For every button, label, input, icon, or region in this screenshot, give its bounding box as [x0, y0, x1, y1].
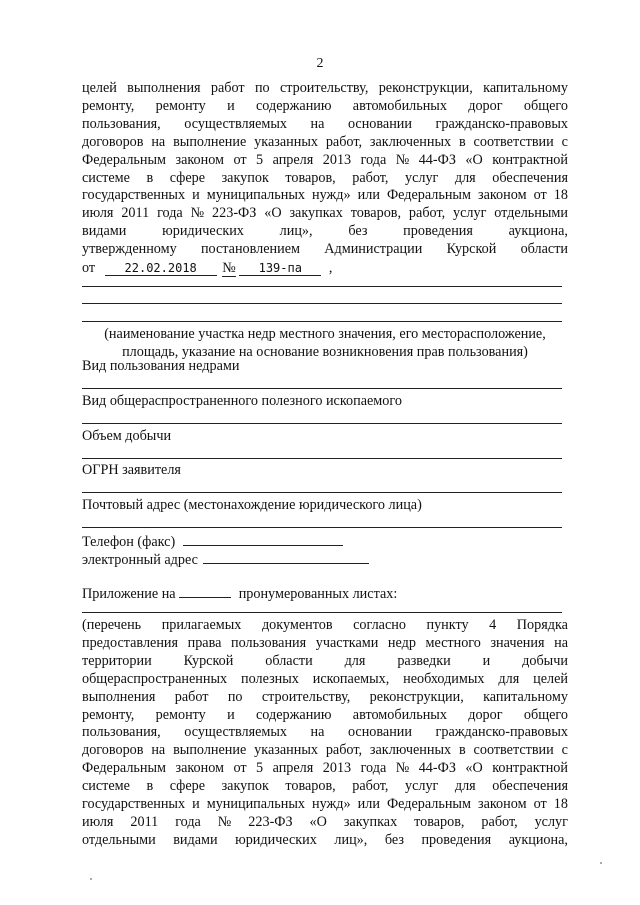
order-from-label: от — [82, 260, 96, 276]
order-number-label: № — [222, 260, 236, 276]
word: области — [520, 241, 568, 258]
extraction-volume-line[interactable] — [82, 458, 562, 459]
word: нужд» — [311, 187, 351, 204]
word: разведки — [397, 652, 451, 669]
word: значения — [490, 634, 545, 651]
order-line — [82, 260, 332, 277]
attachment-suffix: пронумерованных листах: — [238, 586, 398, 602]
attachment-row — [82, 584, 397, 603]
word: работ, — [325, 133, 363, 150]
word: в — [458, 133, 466, 150]
attachment-line[interactable] — [82, 612, 562, 613]
word: целей — [533, 670, 568, 687]
word: 2013 — [322, 151, 352, 168]
word: для — [454, 169, 476, 186]
word: строительству, — [279, 80, 369, 96]
word: аукциона, — [508, 223, 568, 240]
word: без — [384, 831, 404, 848]
word: реконструкции, — [378, 80, 473, 96]
paragraph-line — [82, 98, 568, 116]
word: года — [157, 205, 183, 222]
word: обеспечения — [492, 778, 568, 795]
scan-speck — [600, 862, 602, 864]
word: «О — [465, 760, 483, 777]
word: выполнение — [173, 742, 247, 759]
word: аукциона, — [508, 831, 568, 848]
email-row — [82, 550, 369, 569]
word: обеспечения — [492, 169, 568, 186]
word: № — [190, 205, 205, 222]
word: общего — [523, 97, 568, 114]
word: 2011 — [130, 813, 159, 830]
word: постановлением — [200, 241, 300, 258]
word: ремонту, — [82, 706, 135, 723]
word: содержанию — [256, 706, 332, 723]
word: для — [344, 652, 366, 669]
word: основании — [347, 115, 412, 132]
word: содержанию — [256, 97, 332, 114]
word: товаров, — [414, 813, 465, 830]
word: отдельными — [82, 831, 156, 848]
attachment-prefix: Приложение на — [82, 586, 176, 602]
word: дорог — [468, 706, 503, 723]
word: законом — [477, 796, 527, 813]
word: работ, — [481, 813, 518, 830]
word: автомобильных — [352, 706, 447, 723]
word: или — [357, 187, 380, 204]
paragraph-line — [82, 134, 568, 152]
word: пользования — [230, 634, 307, 651]
word: выполнения — [127, 80, 201, 96]
word: области — [265, 652, 313, 669]
paragraph-line — [82, 671, 568, 689]
word: 18 — [553, 187, 568, 204]
word: 2011 — [121, 205, 150, 222]
scan-speck — [90, 878, 92, 880]
word: закупок — [221, 169, 269, 186]
word: в — [146, 169, 154, 186]
word: договоров — [82, 133, 144, 150]
word: Федеральным — [82, 151, 167, 168]
email-label: электронный адрес — [82, 552, 198, 568]
word: работ, — [352, 169, 389, 186]
word: апреля — [272, 760, 314, 777]
word: документов — [261, 617, 333, 633]
word: работ, — [352, 778, 389, 795]
word: муниципальных — [206, 796, 305, 813]
page-number: 2 — [316, 56, 324, 71]
word: в — [458, 742, 466, 759]
word: с — [561, 742, 568, 759]
paragraph-line — [82, 241, 568, 259]
word: осуществляемых — [184, 115, 288, 132]
word: закупках — [343, 813, 398, 830]
word: Курской — [183, 652, 234, 669]
word: недр — [387, 634, 416, 651]
ogrn-label: ОГРН заявителя — [82, 462, 181, 478]
word: дорог — [468, 97, 503, 114]
top-paragraph — [82, 80, 568, 259]
word: закупках — [289, 205, 343, 222]
word: общераспространенных — [82, 670, 228, 687]
word: и — [482, 652, 491, 669]
word: лиц», — [334, 831, 368, 848]
word: нужд» — [311, 796, 351, 813]
order-number: 139-па — [239, 261, 321, 276]
word: товаров, — [285, 778, 336, 795]
word: 5 — [256, 760, 264, 777]
paragraph-line — [82, 796, 568, 814]
paragraph-line — [82, 152, 568, 170]
caption-line-2: площадь, указание на основание возникновения прав пользования) — [122, 344, 528, 360]
blank-line-2[interactable] — [82, 303, 562, 304]
word: работ, — [325, 742, 363, 759]
word: государственных — [82, 187, 186, 204]
paragraph-line — [82, 742, 568, 760]
word: права — [187, 634, 222, 651]
mineral-type-label: Вид общераспространенного полезного ископаемого — [82, 393, 402, 409]
word: сфере — [169, 169, 206, 186]
order-comma: , — [328, 260, 333, 276]
word: юридических — [235, 831, 317, 848]
word: ремонту, — [82, 97, 135, 114]
word: от — [533, 796, 547, 813]
word: 223-ФЗ — [212, 205, 257, 222]
word: заключенных — [369, 133, 452, 150]
word: сфере — [169, 778, 206, 795]
word: заключенных — [369, 742, 452, 759]
word: контрактной — [492, 151, 568, 168]
word: указанных — [254, 133, 318, 150]
word: для — [454, 778, 476, 795]
blank-line-1[interactable] — [82, 286, 562, 287]
postal-address-label: Почтовый адрес (местонахождение юридического лица) — [82, 497, 422, 513]
word: юридических — [162, 223, 244, 240]
word: ископаемых, — [312, 670, 390, 687]
word: товаров, — [350, 205, 402, 222]
blank-line-3[interactable] — [82, 321, 562, 322]
word: строительству, — [261, 688, 351, 705]
word: на — [554, 634, 568, 651]
word: для — [498, 670, 520, 687]
word: по — [254, 80, 270, 96]
word: ремонту — [155, 97, 206, 114]
word: указанных — [254, 742, 318, 759]
word: пункту — [426, 617, 469, 633]
word: апреля — [272, 151, 314, 168]
word: основании — [347, 724, 412, 741]
word: видами — [173, 831, 218, 848]
word: капитальному — [483, 80, 568, 96]
word: года — [360, 151, 387, 168]
word: года — [175, 813, 201, 830]
word: без — [348, 223, 368, 240]
word: проведения — [421, 831, 492, 848]
paragraph-line — [82, 814, 568, 832]
word: услуг — [534, 813, 568, 830]
word: товаров, — [285, 169, 336, 186]
word: гражданско-правовых — [435, 115, 568, 132]
word: лиц», — [279, 223, 313, 240]
word: с — [561, 133, 568, 150]
word: июля — [82, 205, 114, 222]
word: работ, — [408, 205, 446, 222]
paragraph-line — [82, 170, 568, 188]
ogrn-line[interactable] — [82, 492, 562, 493]
word: закупок — [221, 778, 269, 795]
word: системе — [82, 169, 130, 186]
phone-fax-field[interactable] — [183, 532, 343, 546]
word: контрактной — [492, 760, 568, 777]
word: или — [357, 796, 380, 813]
word: июля — [82, 813, 114, 830]
word: «О — [465, 151, 483, 168]
word: работ — [174, 688, 209, 705]
phone-fax-row — [82, 532, 343, 551]
word: полезных — [241, 670, 299, 687]
word: законом — [175, 151, 225, 168]
paragraph-line — [82, 205, 568, 223]
word: отдельными — [494, 205, 568, 222]
word: осуществляемых — [184, 724, 288, 741]
word: и — [192, 187, 200, 204]
word: № — [395, 151, 410, 168]
word: «О — [264, 205, 282, 222]
word: от — [233, 151, 247, 168]
word: соответствии — [473, 133, 554, 150]
word: Федеральным — [386, 187, 471, 204]
word: Порядка — [516, 617, 568, 633]
word: Федеральным — [82, 760, 167, 777]
word: территории — [82, 652, 152, 669]
word: и — [227, 97, 235, 114]
word: 18 — [553, 796, 568, 813]
attachment-sheets-field[interactable] — [179, 584, 231, 598]
word: местного — [425, 634, 481, 651]
word: законом — [477, 187, 527, 204]
word: необходимых — [403, 670, 485, 687]
word: добычи — [522, 652, 568, 669]
word: 44-ФЗ — [418, 151, 456, 168]
word: на — [310, 115, 325, 132]
word: пользования, — [82, 115, 161, 132]
paragraph-line — [82, 832, 568, 850]
caption-line-1: (наименование участка недр местного значения, его месторасположение, — [104, 326, 546, 342]
word: Федеральным — [386, 796, 471, 813]
word: на — [310, 724, 325, 741]
email-field[interactable] — [203, 550, 369, 564]
word: по — [227, 688, 243, 705]
subsoil-use-label: Вид пользования недрами — [82, 358, 240, 374]
paragraph-line — [82, 724, 568, 742]
word: на — [151, 133, 166, 150]
word: «О — [309, 813, 327, 830]
word: общего — [523, 706, 568, 723]
subsoil-use-line[interactable] — [82, 388, 562, 389]
word: услуг — [404, 778, 439, 795]
word: от — [533, 187, 547, 204]
order-date: 22.02.2018 — [105, 261, 217, 276]
mineral-type-line[interactable] — [82, 423, 562, 424]
word: предоставления — [82, 634, 179, 651]
paragraph-line — [82, 635, 568, 653]
word: государственных — [82, 796, 186, 813]
word: гражданско-правовых — [435, 724, 568, 741]
word: выполнения — [82, 688, 156, 705]
word: договоров — [82, 742, 144, 759]
word: выполнение — [173, 133, 247, 150]
paragraph-line — [82, 80, 568, 98]
paragraph-line — [82, 187, 568, 205]
word: № — [395, 760, 410, 777]
word: услуг — [404, 169, 439, 186]
extraction-volume-label: Объем добычи — [82, 428, 172, 444]
paragraph-line — [82, 617, 568, 635]
paragraph-line — [82, 223, 568, 241]
word: прилагаемых — [161, 617, 242, 633]
word: и — [227, 706, 235, 723]
word: согласно — [353, 617, 406, 633]
word: от — [233, 760, 247, 777]
word: ремонту — [155, 706, 206, 723]
word: Администрации — [324, 241, 423, 258]
word: проведения — [403, 223, 473, 240]
paragraph-line — [82, 689, 568, 707]
word: 4 — [489, 617, 497, 633]
word: года — [360, 760, 387, 777]
word: автомобильных — [352, 97, 447, 114]
word: 44-ФЗ — [418, 760, 456, 777]
word: услуг — [453, 205, 487, 222]
word: реконструкции, — [369, 688, 464, 705]
word: участками — [315, 634, 379, 651]
word: (перечень — [82, 617, 142, 633]
bottom-paragraph — [82, 617, 568, 850]
word: на — [151, 742, 166, 759]
word: соответствии — [473, 742, 554, 759]
word: пользования, — [82, 724, 161, 741]
paragraph-line — [82, 778, 568, 796]
word: и — [192, 796, 200, 813]
paragraph-line — [82, 653, 568, 671]
word: законом — [175, 760, 225, 777]
word: № — [217, 813, 232, 830]
word: муниципальных — [206, 187, 305, 204]
word: целей — [82, 80, 117, 96]
postal-address-line[interactable] — [82, 527, 562, 528]
word: 2013 — [322, 760, 352, 777]
word: 223-ФЗ — [248, 813, 293, 830]
word: работ — [210, 80, 245, 96]
word: капитальному — [483, 688, 568, 705]
phone-fax-label: Телефон (факс) — [82, 534, 176, 550]
paragraph-line — [82, 707, 568, 725]
word: системе — [82, 778, 130, 795]
paragraph-line — [82, 760, 568, 778]
word: утвержденному — [82, 241, 177, 258]
word: в — [146, 778, 154, 795]
word: 5 — [256, 151, 264, 168]
word: видами — [82, 223, 127, 240]
word: Курской — [446, 241, 497, 258]
paragraph-line — [82, 116, 568, 134]
